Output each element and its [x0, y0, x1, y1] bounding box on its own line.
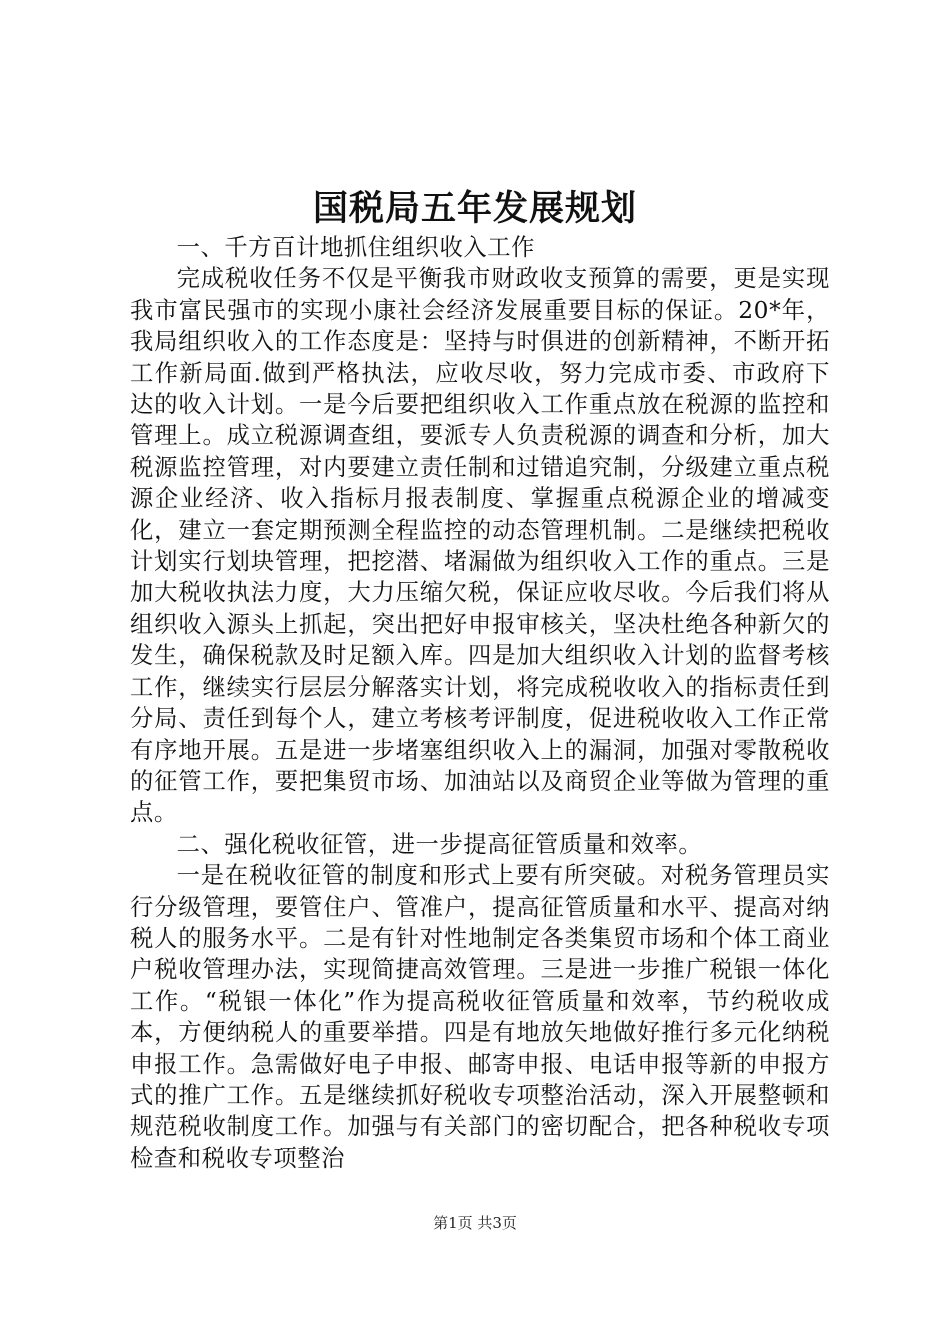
page-number-footer: 第1页 共3页 — [433, 1214, 517, 1232]
paragraph: 一是在税收征管的制度和形式上要有所突破。对税务管理员实行分级管理，要管住户、管准户，提高征管质量和水平、提高对纳税人的服务水平。二是有针对性地制定各类集贸市场和个体工商业户税收管理办法，实现简捷高效管理。三是进一步推广税银一体化工作。“税银一体化”作为提高税收征管质量和效率，节约税收成本，方便纳税人的重要举措。四是有地放矢地做好推行多元化纳税申报工作。急需做好电子申报、邮寄申报、电话申报等新的申报方式的推广工作。五是继续抓好税收专项整治活动，深入开展整顿和规范税收制度工作。加强与有关部门的密切配合，把各种税收专项检查和税收专项整治 — [130, 862, 830, 1172]
document-title: 国税局五年发展规划 — [312, 188, 637, 229]
section-heading-2: 二、强化税收征管，进一步提高征管质量和效率。 — [176, 830, 703, 858]
document-body — [130, 232, 830, 1174]
paragraph: 完成税收任务不仅是平衡我市财政收支预算的需要，更是实现我市富民强市的实现小康社会经济发展重要目标的保证。20*年，我局组织收入的工作态度是：坚持与时俱进的创新精神，不断开拓工作新局面.做到严格执法，应收尽收，努力完成市委、市政府下达的收入计划。一是今后要把组织收入工作重点放在税源的监控和管理上。成立税源调查组，要派专人负责税源的调查和分析，加大税源监控管理，对内要建立责任制和过错追究制，分级建立重点税源企业经济、收入指标月报表制度、掌握重点税源企业的增减变化，建立一套定期预测全程监控的动态管理机制。二是继续把税收计划实行划块管理，把挖潜、堵漏做为组织收入工作的重点。三是加大税收执法力度，大力压缩欠税，保证应收尽收。今后我们将从组织收入源头上抓起，突出把好申报审核关，坚决杜绝各种新欠的发生，确保税款及时足额入库。四是加大组织收入计划的监督考核工作，继续实行层层分解落实计划，将完成税收收入的指标责任到分局、责任到每个人，建立考核考评制度，促进税收收入工作正常有序地开展。五是进一步堵塞组织收入上的漏洞，加强对零散税收的征管工作，要把集贸市场、加油站以及商贸企业等做为管理的重点。 — [130, 265, 830, 827]
section-heading-1: 一、千方百计地抓住组织收入工作 — [176, 234, 536, 261]
